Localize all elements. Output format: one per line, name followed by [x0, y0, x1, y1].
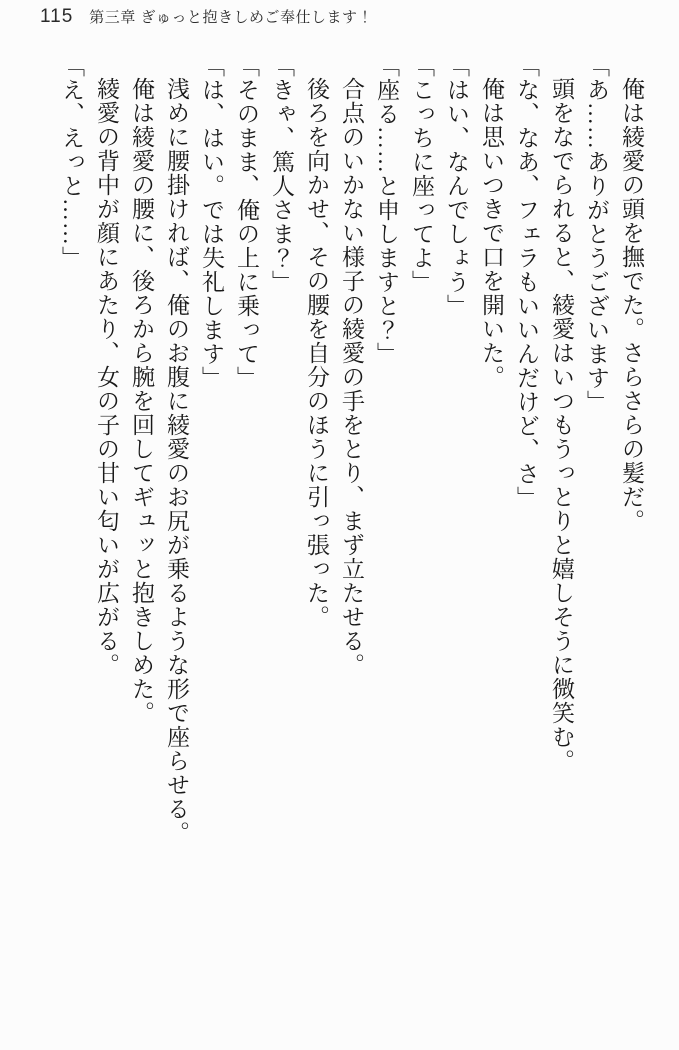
paragraph: 「きゃ、篤人さま？」: [269, 54, 294, 294]
paragraph: 「はい、なんでしょう」: [444, 54, 469, 318]
running-head: [40, 6, 373, 28]
paragraph: 後ろを向かせ、その腰を自分のほうに引っ張った。: [304, 77, 329, 629]
paragraph: 「あ……ありがとうございます」: [584, 54, 609, 414]
paragraph: 合点のいかない様子の綾愛の手をとり、まず立たせる。: [339, 77, 364, 677]
page-number: 115: [40, 6, 74, 27]
paragraph: 「え、えっと……」: [59, 54, 84, 270]
paragraph: 俺は綾愛の腰に、後ろから腕を回してギュッと抱きしめた。: [129, 77, 154, 725]
paragraph: 「そのまま、俺の上に乗って」: [234, 54, 259, 390]
paragraph: 「こっちに座ってよ」: [409, 54, 434, 294]
chapter-title: 第三章 ぎゅっと抱きしめご奉仕します！: [89, 9, 373, 26]
paragraph: 綾愛の背中が顔にあたり、女の子の甘い匂いが広がる。: [94, 77, 119, 677]
paragraph: 浅めに腰掛ければ、俺のお腹に綾愛のお尻が乗るような形で座らせる。: [164, 77, 189, 845]
paragraph: 俺は思いつきで口を開いた。: [479, 77, 504, 389]
paragraph: 頭をなでられると、綾愛はいつもうっとりと嬉しそうに微笑む。: [549, 77, 574, 773]
paragraph: 「な、なあ、フェラもいいんだけど、さ」: [514, 54, 539, 510]
paragraph: 「座る……と申しますと？」: [374, 54, 399, 366]
paragraph: 「は、はい。では失礼します」: [199, 54, 224, 390]
body-text: [54, 54, 649, 854]
paragraph: 俺は綾愛の頭を撫でた。さらさらの髪だ。: [619, 77, 644, 533]
